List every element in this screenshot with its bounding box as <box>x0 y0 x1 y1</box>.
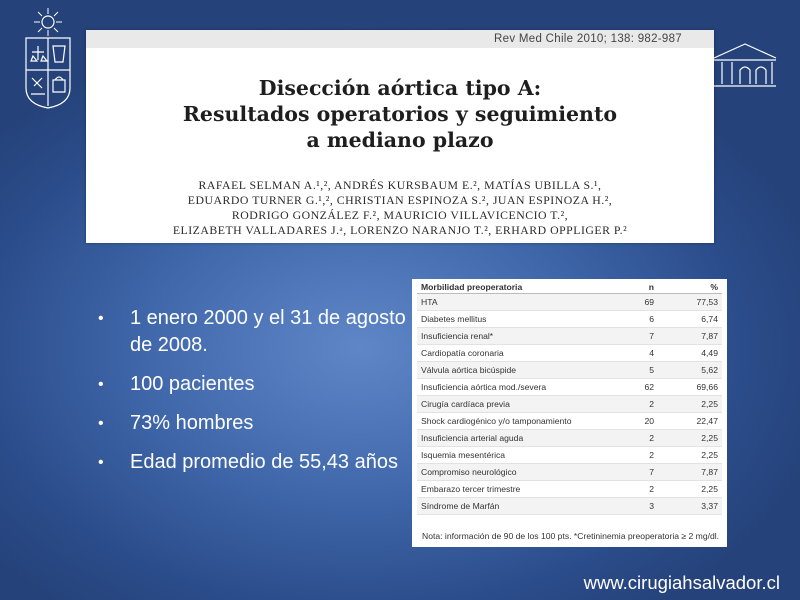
table-cell-n: 2 <box>614 396 658 413</box>
author-line: RODRIGO GONZÁLEZ F.², MAURICIO VILLAVICENCIO T.², <box>231 208 569 222</box>
table-cell-percent: 2,25 <box>658 430 722 447</box>
table-cell-label: Diabetes mellitus <box>417 311 614 328</box>
table-row <box>417 396 722 413</box>
site-url: www.cirugiahsalvador.cl <box>583 572 780 593</box>
table-cell-n: 2 <box>614 447 658 464</box>
table-row <box>417 294 722 311</box>
table-cell-percent: 4,49 <box>658 345 722 362</box>
author-line: RAFAEL SELMAN A.¹,², ANDRÉS KURSBAUM E.², MATÍAS UBILLA S.¹, <box>198 178 602 192</box>
article-title-line: Resultados operatorios y seguimiento <box>182 102 618 126</box>
table-cell-label: HTA <box>417 294 614 311</box>
table-cell-percent: 5,62 <box>658 362 722 379</box>
bullet-item <box>98 410 408 437</box>
bullet-list <box>98 305 408 488</box>
table-cell-label: Síndrome de Marfán <box>417 498 614 515</box>
bullet-item <box>98 449 408 476</box>
table-row <box>417 447 722 464</box>
morbidity-table-card <box>412 279 727 547</box>
table-cell-label: Cardiopatía coronaria <box>417 345 614 362</box>
table-cell-percent: 7,87 <box>658 464 722 481</box>
table-cell-label: Cirugía cardíaca previa <box>417 396 614 413</box>
table-header: % <box>658 280 722 294</box>
bullet-dot-icon: • <box>98 376 104 393</box>
table-cell-label: Insuficiencia arterial aguda <box>417 430 614 447</box>
table-row <box>417 379 722 396</box>
bullet-item <box>98 305 408 359</box>
table-cell-label: Compromiso neurológico <box>417 464 614 481</box>
author-list <box>86 178 714 238</box>
journal-reference: Rev Med Chile 2010; 138: 982-987 <box>494 33 682 45</box>
table-row <box>417 311 722 328</box>
table-row <box>417 328 722 345</box>
table-cell-n: 7 <box>614 464 658 481</box>
bullet-text: 73% hombres <box>130 412 254 434</box>
article-title-line: a mediano plazo <box>306 128 494 152</box>
bullet-text: Edad promedio de 55,43 años <box>130 451 398 473</box>
table-header-row <box>417 280 722 294</box>
table-cell-n: 2 <box>614 430 658 447</box>
table-row <box>417 413 722 430</box>
bullet-item <box>98 371 408 398</box>
table-cell-label: Embarazo tercer trimestre <box>417 481 614 498</box>
table-cell-n: 20 <box>614 413 658 430</box>
table-cell-n: 69 <box>614 294 658 311</box>
table-cell-n: 2 <box>614 481 658 498</box>
table-cell-percent: 2,25 <box>658 396 722 413</box>
table-cell-n: 4 <box>614 345 658 362</box>
table-cell-percent: 6,74 <box>658 311 722 328</box>
article-title <box>86 75 714 153</box>
table-header: n <box>614 280 658 294</box>
table-cell-n: 7 <box>614 328 658 345</box>
table-cell-percent: 3,37 <box>658 498 722 515</box>
bullet-text: 100 pacientes <box>130 373 255 395</box>
bullet-dot-icon: • <box>98 415 104 432</box>
table-cell-label: Shock cardiogénico y/o tamponamiento <box>417 413 614 430</box>
table-cell-percent: 77,53 <box>658 294 722 311</box>
table-cell-percent: 7,87 <box>658 328 722 345</box>
author-line: EDUARDO TURNER G.¹,², CHRISTIAN ESPINOZA S.², JUAN ESPINOZA H.², <box>187 193 613 207</box>
table-header: Morbilidad preoperatoria <box>417 280 614 294</box>
table-cell-label: Insuficiencia renal* <box>417 328 614 345</box>
article-header <box>86 30 714 243</box>
table-row <box>417 481 722 498</box>
university-crest-icon <box>22 8 74 110</box>
table-cell-percent: 2,25 <box>658 447 722 464</box>
table-cell-n: 3 <box>614 498 658 515</box>
author-line: ELIZABETH VALLADARES J.ᵃ, LORENZO NARANJO T.², ERHARD OPPLIGER P.² <box>172 223 628 237</box>
table-cell-n: 62 <box>614 379 658 396</box>
table-cell-label: Insuficiencia aórtica mod./severa <box>417 379 614 396</box>
morbidity-table <box>417 280 722 515</box>
table-row <box>417 430 722 447</box>
table-row <box>417 362 722 379</box>
article-title-line: Disección aórtica tipo A: <box>258 76 542 100</box>
table-cell-n: 5 <box>614 362 658 379</box>
table-row <box>417 464 722 481</box>
bullet-text: 1 enero 2000 y el 31 de agosto de 2008. <box>130 307 406 356</box>
table-cell-n: 6 <box>614 311 658 328</box>
table-cell-label: Válvula aórtica bicúspide <box>417 362 614 379</box>
bullet-dot-icon: • <box>98 454 104 471</box>
table-cell-label: Isquemia mesentérica <box>417 447 614 464</box>
table-cell-percent: 69,66 <box>658 379 722 396</box>
table-note: Nota: información de 90 de los 100 pts. *Cretininemia preoperatoria ≥ 2 mg/dl. <box>422 531 720 541</box>
table-row <box>417 345 722 362</box>
table-cell-percent: 22,47 <box>658 413 722 430</box>
table-row <box>417 498 722 515</box>
bullet-dot-icon: • <box>98 310 104 327</box>
building-icon <box>712 40 778 90</box>
table-cell-percent: 2,25 <box>658 481 722 498</box>
